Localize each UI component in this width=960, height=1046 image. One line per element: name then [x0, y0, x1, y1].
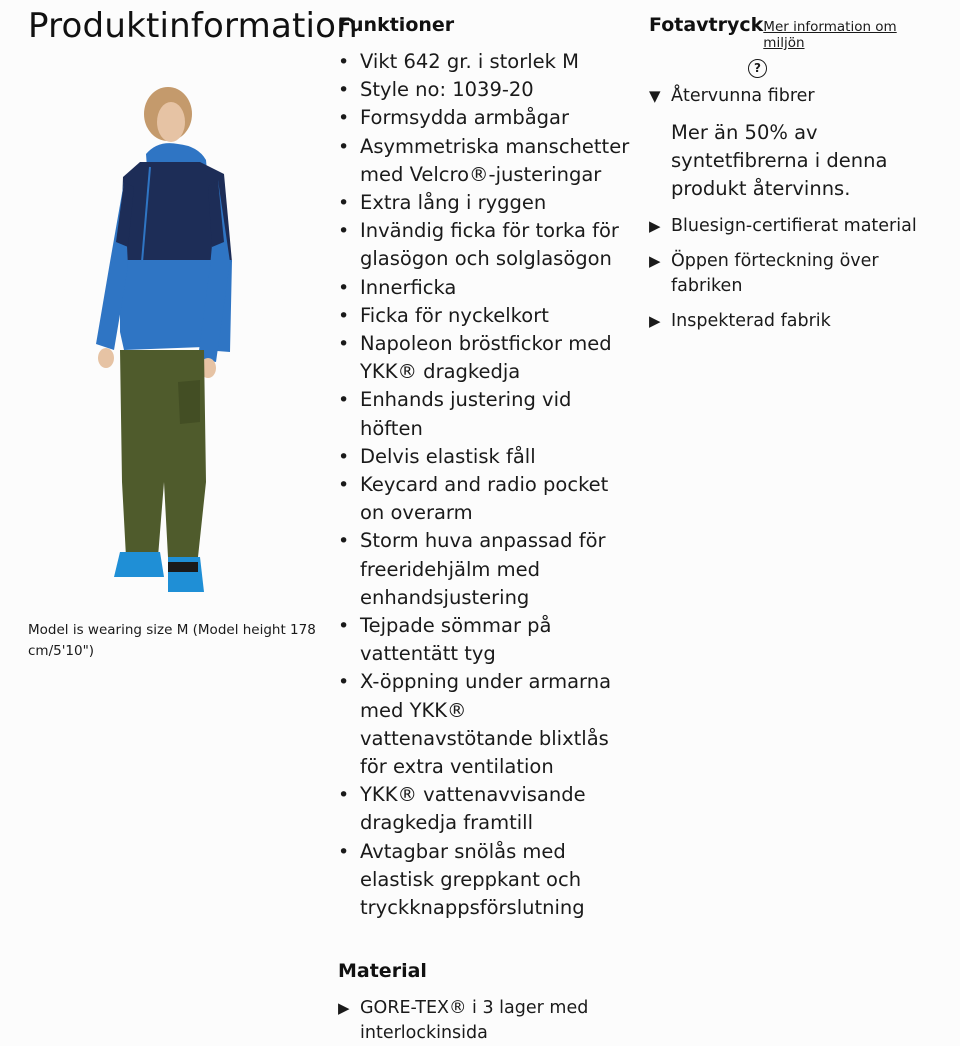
feature-item: [338, 133, 638, 189]
bullet-icon: •: [338, 51, 350, 73]
feature-item: [338, 104, 638, 132]
accordion-label: Inspekterad fabrik: [671, 310, 831, 331]
feature-text: YKK® vattenavvisande dragkedja framtill: [360, 783, 586, 835]
bullet-icon: •: [338, 445, 350, 468]
material-item-label: GORE-TEX® i 3 lager med interlockinsida: [360, 998, 589, 1044]
feature-item: [338, 612, 638, 668]
caret-right-icon: ▶: [649, 311, 661, 330]
bullet-icon: •: [338, 333, 350, 356]
caret-right-icon: ▶: [649, 216, 661, 235]
bullet-icon: •: [338, 192, 350, 215]
accordion-inspected-factory[interactable]: [649, 309, 939, 334]
feature-text: Formsydda armbågar: [360, 106, 570, 130]
bullet-icon: •: [338, 840, 350, 863]
feature-item: [338, 330, 638, 386]
product-model-image[interactable]: [28, 62, 318, 607]
accordion-recycled-fibers[interactable]: [649, 84, 939, 109]
model-size-caption: Model is wearing size M (Model height 178 cm/5'10"): [28, 622, 316, 659]
caret-right-icon: ▶: [338, 999, 350, 1018]
feature-text: Ficka för nyckelkort: [360, 303, 549, 327]
feature-item: [338, 217, 638, 273]
feature-item: [338, 443, 638, 471]
feature-text: Innerficka: [360, 275, 457, 299]
footprint-heading: Fotavtryck: [649, 14, 764, 36]
features-heading: Funktioner: [338, 14, 455, 36]
accordion-factory-list[interactable]: [649, 249, 939, 299]
material-heading: Material: [338, 960, 427, 983]
bullet-icon: •: [338, 135, 350, 158]
bullet-icon: •: [338, 304, 350, 327]
feature-text: Storm huva anpassad för freeridehjälm med enhandsjustering: [360, 529, 606, 609]
accordion-label: Bluesign-certifierat material: [671, 215, 917, 236]
feature-text: Napoleon bröstfickor med YKK® dragkedja: [360, 332, 612, 384]
features-column: [338, 14, 638, 1046]
feature-item: [338, 302, 638, 330]
feature-text: Keycard and radio pocket on overarm: [360, 473, 609, 525]
accordion-bluesign[interactable]: [649, 214, 939, 239]
bullet-icon: •: [338, 107, 350, 130]
feature-text: Tejpade sömmar på vattentätt tyg: [360, 614, 552, 666]
footprint-column: [649, 14, 939, 334]
feature-text: Avtagbar snölås med elastisk greppkant och tryckknappsförslutning: [360, 839, 585, 920]
feature-item: [338, 386, 638, 442]
bullet-icon: •: [338, 276, 350, 299]
footprint-header: [649, 14, 939, 51]
environment-info-link[interactable]: Mer information om miljön: [763, 19, 897, 51]
feature-text: X-öppning under armarna med YKK® vattenavstötande blixtlås för extra ventilation: [360, 670, 612, 779]
bullet-icon: •: [338, 615, 350, 638]
bullet-icon: •: [338, 474, 350, 497]
accordion-recycled-fibers-body: Mer än 50% av syntetfibrerna i denna produkt återvinns.: [671, 121, 888, 201]
feature-text: Invändig ficka för torka för glasögon och solglasögon: [360, 219, 619, 271]
accordion-label: Återvunna fibrer: [671, 86, 815, 106]
model-illustration: [28, 62, 318, 607]
page-title: Produktinformation: [28, 6, 358, 46]
caret-down-icon: ▼: [649, 87, 661, 105]
feature-text: Vikt 642 gr. i storlek M: [360, 50, 579, 73]
accordion-label: Öppen förteckning över fabriken: [671, 250, 879, 296]
feature-item: [338, 781, 638, 837]
feature-text: Enhands justering vid höften: [360, 388, 572, 440]
bullet-icon: •: [338, 389, 350, 412]
feature-item: [338, 668, 638, 781]
bullet-icon: •: [338, 79, 350, 102]
feature-item: [338, 48, 638, 76]
features-list: [338, 48, 638, 922]
bullet-icon: •: [338, 784, 350, 807]
feature-item: [338, 471, 638, 527]
feature-item: [338, 527, 638, 612]
feature-item: [338, 274, 638, 302]
bullet-icon: •: [338, 530, 350, 553]
feature-text: Delvis elastisk fåll: [360, 444, 536, 468]
feature-item: [338, 189, 638, 217]
feature-text: Extra lång i ryggen: [360, 191, 547, 215]
bullet-icon: •: [338, 220, 350, 243]
feature-item: [338, 838, 638, 923]
feature-item: [338, 76, 638, 104]
caret-right-icon: ▶: [649, 251, 661, 270]
bullet-icon: •: [338, 671, 350, 694]
help-question-icon[interactable]: ?: [748, 59, 767, 78]
feature-text: Asymmetriska manschetter med Velcro®-justeringar: [360, 134, 630, 186]
material-item-gore-tex[interactable]: [338, 996, 638, 1046]
feature-text: Style no: 1039-20: [360, 78, 534, 102]
